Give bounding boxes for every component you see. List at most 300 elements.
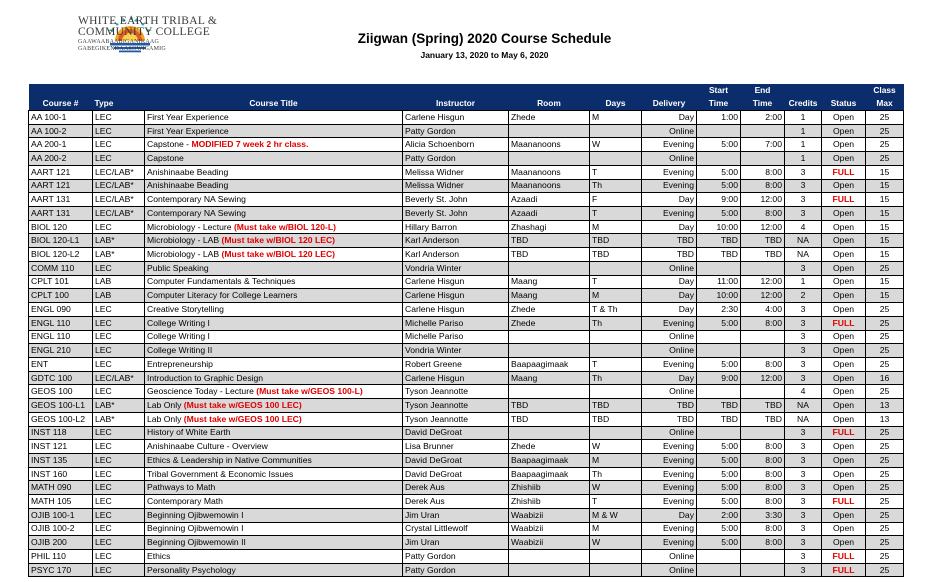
course-title-cell	[145, 330, 403, 344]
status-cell: Open	[822, 508, 866, 522]
credits-cell: 3	[785, 522, 822, 536]
credits-cell: 3	[785, 165, 822, 179]
delivery-cell: Evening	[642, 179, 697, 193]
course-type-cell: LEC/LAB*	[93, 193, 145, 207]
course-title-cell	[145, 426, 403, 440]
course-title-text: Microbiology - LAB	[147, 235, 222, 246]
table-row	[29, 234, 904, 248]
room-cell: Waabizii	[509, 522, 590, 536]
start-time-cell: 11:00	[697, 275, 741, 289]
course-title-text: Introduction to Graphic Design	[147, 372, 264, 383]
table-row	[29, 207, 904, 221]
status-cell: Open	[822, 357, 866, 371]
credits-cell: 3	[785, 453, 822, 467]
course-title-text: Capstone -	[147, 139, 192, 150]
column-header: Status	[822, 84, 866, 111]
room-cell: Maang	[509, 371, 590, 385]
room-cell	[509, 563, 590, 577]
table-row	[29, 536, 904, 550]
course-title-cell	[145, 303, 403, 317]
days-cell: Th	[590, 179, 642, 193]
course-type-cell: LEC/LAB*	[93, 165, 145, 179]
table-row	[29, 508, 904, 522]
credits-cell: 3	[785, 344, 822, 358]
end-time-cell: 8:00	[741, 453, 785, 467]
course-title-cell	[145, 453, 403, 467]
class-max-cell: 15	[866, 289, 904, 303]
delivery-cell: TBD	[642, 399, 697, 413]
course-number-cell: GEOS 100-L2	[29, 412, 93, 426]
room-cell: Baapaagimaak	[509, 467, 590, 481]
end-time-cell: 8:00	[741, 467, 785, 481]
room-cell: Maananoons	[509, 138, 590, 152]
class-max-cell: 13	[866, 412, 904, 426]
delivery-cell: Evening	[642, 536, 697, 550]
course-type-cell: LEC	[93, 495, 145, 509]
class-max-cell: 25	[866, 495, 904, 509]
start-time-cell	[697, 152, 741, 166]
status-cell: FULL	[822, 495, 866, 509]
course-title-text: College Writing I	[147, 317, 210, 328]
course-title-cell	[145, 399, 403, 413]
start-time-cell: 5:00	[697, 316, 741, 330]
credits-cell: 3	[785, 316, 822, 330]
instructor-cell: Carlene Hisgun	[403, 275, 509, 289]
course-type-cell: LEC	[93, 508, 145, 522]
days-cell: Th	[590, 316, 642, 330]
end-time-cell: 3:30	[741, 508, 785, 522]
course-type-cell: LAB*	[93, 412, 145, 426]
column-header: End Time	[741, 84, 785, 111]
course-title-text: Lab Only	[147, 413, 184, 424]
course-type-cell: LEC	[93, 138, 145, 152]
credits-cell: 3	[785, 563, 822, 577]
credits-cell: 1	[785, 275, 822, 289]
course-note: (Must take w/GEOS 100-L)	[256, 386, 363, 397]
course-type-cell: LEC	[93, 111, 145, 125]
course-title-text: Contemporary Math	[147, 495, 223, 506]
end-time-cell	[741, 344, 785, 358]
course-title-text: Lab Only	[147, 399, 184, 410]
course-number-cell: GEOS 100	[29, 385, 93, 399]
column-header: Class Max	[866, 84, 904, 111]
start-time-cell	[697, 550, 741, 564]
credits-cell: 1	[785, 152, 822, 166]
instructor-cell: Tyson Jeannotte	[403, 412, 509, 426]
delivery-cell: Evening	[642, 207, 697, 221]
class-max-cell: 13	[866, 399, 904, 413]
course-title-text: Public Speaking	[147, 262, 209, 273]
course-title-cell	[145, 220, 403, 234]
room-cell: Maang	[509, 275, 590, 289]
delivery-cell: TBD	[642, 234, 697, 248]
table-row	[29, 124, 904, 138]
column-header: Course Title	[145, 84, 403, 111]
delivery-cell: Day	[642, 508, 697, 522]
delivery-cell: Online	[642, 330, 697, 344]
course-title-text: College Writing II	[147, 345, 213, 356]
table-row	[29, 111, 904, 125]
days-cell	[590, 261, 642, 275]
table-row	[29, 426, 904, 440]
days-cell	[590, 330, 642, 344]
days-cell: M	[590, 111, 642, 125]
column-header: Room	[509, 84, 590, 111]
credits-cell: 3	[785, 207, 822, 221]
table-row	[29, 179, 904, 193]
course-type-cell: LEC/LAB*	[93, 371, 145, 385]
course-title-text: Microbiology - Lecture	[147, 221, 234, 232]
room-cell: Maananoons	[509, 165, 590, 179]
room-cell	[509, 152, 590, 166]
status-cell: FULL	[822, 550, 866, 564]
delivery-cell: Evening	[642, 481, 697, 495]
status-cell: Open	[822, 289, 866, 303]
course-number-cell: OJIB 100-1	[29, 508, 93, 522]
table-row	[29, 357, 904, 371]
course-number-cell: AART 121	[29, 165, 93, 179]
room-cell: TBD	[509, 248, 590, 262]
table-header-row	[29, 84, 904, 111]
credits-cell: 3	[785, 440, 822, 454]
class-max-cell: 25	[866, 522, 904, 536]
table-row	[29, 344, 904, 358]
course-title-cell	[145, 495, 403, 509]
status-cell: Open	[822, 399, 866, 413]
course-title-cell	[145, 440, 403, 454]
column-header: Delivery	[642, 84, 697, 111]
end-time-cell: 8:00	[741, 316, 785, 330]
start-time-cell: 5:00	[697, 522, 741, 536]
status-cell: Open	[822, 220, 866, 234]
table-row	[29, 261, 904, 275]
days-cell: TBD	[590, 234, 642, 248]
start-time-cell: 5:00	[697, 453, 741, 467]
delivery-cell: Day	[642, 193, 697, 207]
course-type-cell: LAB*	[93, 234, 145, 248]
column-header: Course #	[29, 84, 93, 111]
table-row	[29, 316, 904, 330]
days-cell: T	[590, 207, 642, 221]
start-time-cell: 10:00	[697, 289, 741, 303]
course-title-text: Personality Psychology	[147, 564, 236, 575]
course-number-cell: CPLT 101	[29, 275, 93, 289]
table-row	[29, 220, 904, 234]
credits-cell: NA	[785, 234, 822, 248]
course-title-cell	[145, 193, 403, 207]
end-time-cell: 8:00	[741, 481, 785, 495]
column-header: Start Time	[697, 84, 741, 111]
days-cell: TBD	[590, 412, 642, 426]
credits-cell: NA	[785, 248, 822, 262]
instructor-cell: Tyson Jeannotte	[403, 399, 509, 413]
page-title: Ziigwan (Spring) 2020 Course Schedule	[357, 31, 612, 46]
credits-cell: 1	[785, 111, 822, 125]
table-row	[29, 371, 904, 385]
instructor-cell: Michelle Pariso	[403, 330, 509, 344]
status-cell: Open	[822, 344, 866, 358]
course-number-cell: COMM 110	[29, 261, 93, 275]
class-max-cell: 25	[866, 152, 904, 166]
instructor-cell: Beverly St. John	[403, 207, 509, 221]
status-cell: Open	[822, 440, 866, 454]
course-title-cell	[145, 481, 403, 495]
days-cell: M	[590, 220, 642, 234]
end-time-cell: 8:00	[741, 357, 785, 371]
start-time-cell: 2:30	[697, 303, 741, 317]
course-number-cell: CPLT 100	[29, 289, 93, 303]
course-type-cell: LEC/LAB*	[93, 207, 145, 221]
start-time-cell: 5:00	[697, 495, 741, 509]
course-title-text: Tribal Government & Economic Issues	[147, 468, 294, 479]
table-row	[29, 412, 904, 426]
course-title-text: Ethics	[147, 550, 171, 561]
end-time-cell	[741, 426, 785, 440]
end-time-cell: 8:00	[741, 495, 785, 509]
course-type-cell: LEC	[93, 536, 145, 550]
course-title-text: Contemporary NA Sewing	[147, 207, 246, 218]
status-cell: Open	[822, 412, 866, 426]
course-type-cell: LEC	[93, 563, 145, 577]
column-header: Type	[93, 84, 145, 111]
status-cell: FULL	[822, 193, 866, 207]
course-type-cell: LEC	[93, 426, 145, 440]
table-row	[29, 275, 904, 289]
instructor-cell: Carlene Hisgun	[403, 289, 509, 303]
end-time-cell	[741, 550, 785, 564]
instructor-cell: Lisa Brunner	[403, 440, 509, 454]
days-cell: W	[590, 536, 642, 550]
status-cell: Open	[822, 275, 866, 289]
course-title-cell	[145, 508, 403, 522]
instructor-cell: Beverly St. John	[403, 193, 509, 207]
end-time-cell: 8:00	[741, 440, 785, 454]
instructor-cell: Michelle Pariso	[403, 316, 509, 330]
course-title-text: Beginning Ojibwemowin II	[147, 537, 246, 548]
status-cell: FULL	[822, 426, 866, 440]
start-time-cell	[697, 426, 741, 440]
course-title-cell	[145, 165, 403, 179]
credits-cell: 3	[785, 261, 822, 275]
class-max-cell: 15	[866, 234, 904, 248]
days-cell: T	[590, 357, 642, 371]
class-max-cell: 25	[866, 440, 904, 454]
delivery-cell: Evening	[642, 357, 697, 371]
course-type-cell: LAB*	[93, 248, 145, 262]
table-row	[29, 563, 904, 577]
instructor-cell: David DeGroat	[403, 426, 509, 440]
days-cell: F	[590, 193, 642, 207]
start-time-cell: 5:00	[697, 467, 741, 481]
end-time-cell: 8:00	[741, 536, 785, 550]
class-max-cell: 25	[866, 563, 904, 577]
status-cell: Open	[822, 124, 866, 138]
status-cell: Open	[822, 111, 866, 125]
course-title-cell	[145, 563, 403, 577]
start-time-cell: TBD	[697, 234, 741, 248]
days-cell	[590, 152, 642, 166]
credits-cell: 3	[785, 467, 822, 481]
course-number-cell: INST 160	[29, 467, 93, 481]
delivery-cell: Online	[642, 385, 697, 399]
room-cell: TBD	[509, 412, 590, 426]
class-max-cell: 25	[866, 467, 904, 481]
column-header: Instructor	[403, 84, 509, 111]
credits-cell: NA	[785, 399, 822, 413]
course-title-cell	[145, 207, 403, 221]
class-max-cell: 15	[866, 165, 904, 179]
room-cell: Azaadi	[509, 207, 590, 221]
room-cell	[509, 330, 590, 344]
class-max-cell: 25	[866, 316, 904, 330]
class-max-cell: 25	[866, 385, 904, 399]
delivery-cell: Day	[642, 371, 697, 385]
end-time-cell	[741, 385, 785, 399]
course-type-cell: LEC	[93, 481, 145, 495]
course-number-cell: AA 200-1	[29, 138, 93, 152]
end-time-cell: TBD	[741, 399, 785, 413]
instructor-cell: Jim Uran	[403, 508, 509, 522]
status-cell: FULL	[822, 563, 866, 577]
class-max-cell: 25	[866, 111, 904, 125]
class-max-cell: 25	[866, 481, 904, 495]
course-note: (Must take w/BIOL 120-L)	[233, 221, 336, 232]
end-time-cell: 12:00	[741, 220, 785, 234]
table-row	[29, 248, 904, 262]
start-time-cell: 2:00	[697, 508, 741, 522]
status-cell: Open	[822, 261, 866, 275]
course-type-cell: LAB*	[93, 399, 145, 413]
course-note: (Must take w/GEOS 100 LEC)	[183, 413, 302, 424]
course-type-cell: LEC	[93, 330, 145, 344]
days-cell: T	[590, 165, 642, 179]
course-title-cell	[145, 124, 403, 138]
room-cell	[509, 385, 590, 399]
instructor-cell: Derek Aus	[403, 495, 509, 509]
delivery-cell: TBD	[642, 412, 697, 426]
course-title-text: History of White Earth	[147, 427, 231, 438]
course-title-cell	[145, 371, 403, 385]
end-time-cell	[741, 152, 785, 166]
end-time-cell: 12:00	[741, 371, 785, 385]
table-row	[29, 138, 904, 152]
table-row	[29, 522, 904, 536]
course-title-text: Beginning Ojibwemowin I	[147, 523, 244, 534]
days-cell: T	[590, 495, 642, 509]
delivery-cell: Evening	[642, 138, 697, 152]
end-time-cell: 8:00	[741, 165, 785, 179]
course-title-cell	[145, 261, 403, 275]
course-title-cell	[145, 412, 403, 426]
course-title-text: College Writing I	[147, 331, 210, 342]
status-cell: Open	[822, 179, 866, 193]
instructor-cell: Carlene Hisgun	[403, 303, 509, 317]
course-number-cell: MATH 090	[29, 481, 93, 495]
status-cell: FULL	[822, 165, 866, 179]
course-title-text: Ethics & Leadership in Native Communities	[147, 454, 312, 465]
course-type-cell: LEC	[93, 152, 145, 166]
delivery-cell: Online	[642, 261, 697, 275]
delivery-cell: Day	[642, 289, 697, 303]
days-cell	[590, 563, 642, 577]
course-title-cell	[145, 275, 403, 289]
course-title-cell	[145, 344, 403, 358]
class-max-cell: 25	[866, 124, 904, 138]
course-title-cell	[145, 357, 403, 371]
credits-cell: 3	[785, 357, 822, 371]
days-cell: T & Th	[590, 303, 642, 317]
room-cell: TBD	[509, 234, 590, 248]
course-number-cell: PSYC 170	[29, 563, 93, 577]
instructor-cell: Hillary Barron	[403, 220, 509, 234]
course-number-cell: BIOL 120-L2	[29, 248, 93, 262]
start-time-cell: 5:00	[697, 440, 741, 454]
course-title-cell	[145, 138, 403, 152]
days-cell: TBD	[590, 248, 642, 262]
table-row	[29, 440, 904, 454]
days-cell	[590, 124, 642, 138]
credits-cell: NA	[785, 412, 822, 426]
end-time-cell: TBD	[741, 234, 785, 248]
delivery-cell: Day	[642, 275, 697, 289]
instructor-cell: Carlene Hisgun	[403, 111, 509, 125]
course-number-cell: BIOL 120	[29, 220, 93, 234]
course-number-cell: PHIL 110	[29, 550, 93, 564]
room-cell: Maananoons	[509, 179, 590, 193]
days-cell: T	[590, 275, 642, 289]
days-cell: W	[590, 440, 642, 454]
start-time-cell	[697, 261, 741, 275]
instructor-cell: Carlene Hisgun	[403, 371, 509, 385]
class-max-cell: 25	[866, 330, 904, 344]
room-cell: Waabizii	[509, 508, 590, 522]
start-time-cell: 1:00	[697, 111, 741, 125]
credits-cell: 3	[785, 495, 822, 509]
course-note: MODIFIED 7 week 2 hr class.	[191, 139, 309, 150]
course-type-cell: LEC	[93, 303, 145, 317]
college-name-line3: GAAWAABAABIGANIKAAG	[78, 39, 159, 45]
course-title-text: Computer Fundamentals & Techniques	[147, 276, 296, 287]
instructor-cell: Derek Aus	[403, 481, 509, 495]
course-type-cell: LEC	[93, 522, 145, 536]
room-cell: Zhede	[509, 111, 590, 125]
instructor-cell: Patty Gordon	[403, 550, 509, 564]
table-row	[29, 193, 904, 207]
start-time-cell: 5:00	[697, 357, 741, 371]
class-max-cell: 25	[866, 357, 904, 371]
instructor-cell: David DeGroat	[403, 453, 509, 467]
course-type-cell: LEC	[93, 261, 145, 275]
class-max-cell: 15	[866, 207, 904, 221]
course-title-text: Anishinaabe Culture - Overview	[147, 441, 268, 452]
credits-cell: 1	[785, 138, 822, 152]
course-title-cell	[145, 550, 403, 564]
end-time-cell: TBD	[741, 248, 785, 262]
credits-cell: 3	[785, 179, 822, 193]
course-number-cell: INST 118	[29, 426, 93, 440]
college-name-line2: COMMUNITY COLLEGE	[78, 26, 211, 38]
status-cell: Open	[822, 138, 866, 152]
end-time-cell: 12:00	[741, 193, 785, 207]
course-title-text: Geoscience Today - Lecture	[147, 386, 257, 397]
end-time-cell	[741, 124, 785, 138]
course-number-cell: ENGL 090	[29, 303, 93, 317]
room-cell: Waabizii	[509, 536, 590, 550]
status-cell: Open	[822, 385, 866, 399]
days-cell: Th	[590, 371, 642, 385]
class-max-cell: 15	[866, 179, 904, 193]
course-number-cell: AA 100-1	[29, 111, 93, 125]
